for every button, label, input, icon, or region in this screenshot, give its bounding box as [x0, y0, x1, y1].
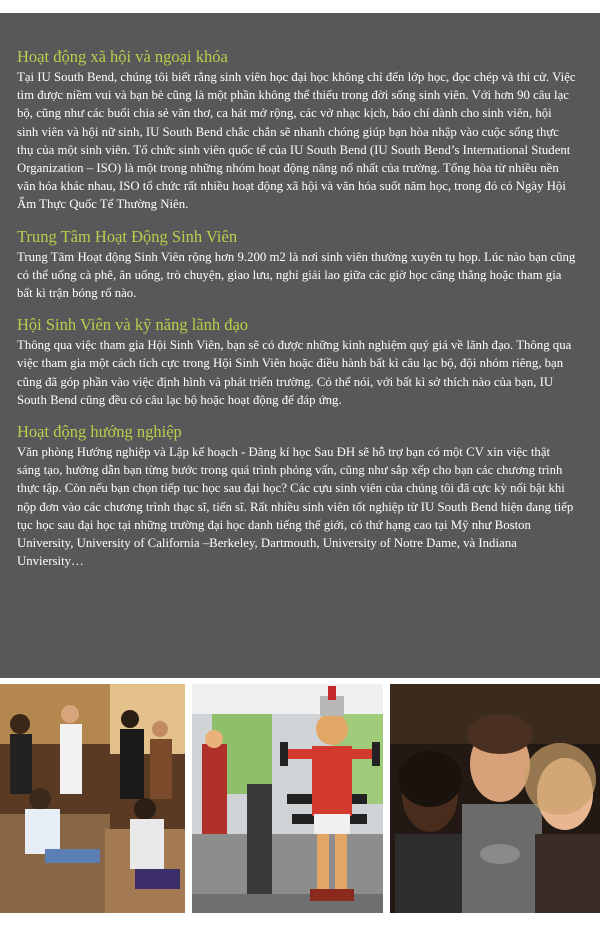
section-heading: Hoạt động xã hội và ngoại khóa [17, 47, 228, 66]
section-student-government [17, 315, 576, 409]
section-heading: Hội Sinh Viên và kỹ năng lãnh đạo [17, 315, 249, 335]
section-career-services [17, 422, 576, 570]
photo-student-lounge [0, 684, 185, 913]
section-social-activities [17, 47, 576, 214]
content-panel [0, 13, 600, 678]
photo-friends-smiling [390, 684, 600, 913]
section-heading: Trung Tâm Hoạt Động Sinh Viên [17, 226, 238, 246]
section-student-center [17, 227, 576, 303]
photo-mascot-gym [192, 684, 383, 913]
section-body: Tại IU South Bend, chúng tôi biết rằng sinh viên học đại học không chỉ đến lớp học, đọc chép và thi cử. Việc tìm được niềm vui và bạn bè cũng là một phần không thể thiếu trong đời sống sinh viên. Với hơn 90 câu lạc bộ, cũng như các buổi chia sẻ văn thơ, ca hát mở rộng, các vở nhạc kịch, báo chí dành cho sinh viên, hội sinh viên và hội nữ sinh, IU South Bend chắc chắn sẽ nhanh chóng giúp bạn hòa nhập vào cuộc sống thực thụ của một sinh viên. Tổ chức sinh viên quốc tế của IU South Bend (IU South Bend’s International Student Organization – ISO) là một trong những nhóm hoạt động năng nổ nhất của trường. Tổng hòa từ nhiều nền văn hóa khác nhau, ISO tổ chức rất nhiều hoạt động xã hội và văn hóa suốt năm học, trong đó có Ngày Hội Ẩm Thực Quốc Tế Thường Niên. [17, 70, 576, 212]
section-heading: Hoạt động hướng nghiệp [17, 422, 182, 442]
photo-strip [0, 684, 600, 913]
section-body: Thông qua việc tham gia Hội Sinh Viên, bạn sẽ có được những kinh nghiệm quý giá về lãnh đạo. Thông qua việc tham gia một cách tích cực trong Hội Sinh Viên hoặc điều hành bất kì câu lạc bộ, đội nhóm riêng, bạn cũng đã góp phần vào việc định hình và phát triển trường. Có thể nói, với bất kì sở thích nào của bạn, IU South Bend cũng đều có câu lạc bộ hoặc hoạt động để đáp ứng. [17, 338, 572, 407]
section-body: Văn phòng Hướng nghiệp và Lập kế hoạch - Đăng kí học Sau ĐH sẽ hỗ trợ bạn có một CV xin việc thật sáng tạo, hướng dẫn bạn từng bước trong quá trình phỏng vấn, cũng như sắp xếp cho bạn các chương trình thực tập. Còn nếu bạn chọn tiếp tục học sau đại học? Các cựu sinh viên của chúng tôi đã cực kỳ nổi bật khi nộp đơn vào các chương trình thạc sĩ, tiến sĩ. Rất nhiều sinh viên tốt nghiệp từ IU South Bend hiện đang tiếp tục học sau đại học tại những trường đại học danh tiếng thế giới, có thứ hạng cao tại Mỹ như Boston University, University of California –Berkeley, Dartmouth, University of Notre Dame, và Indiana Unviersity… [17, 445, 574, 569]
section-body: Trung Tâm Hoạt động Sinh Viên rộng hơn 9.200 m2 là nơi sinh viên thường xuyên tụ họp. Lúc nào bạn cũng có thể uống cà phê, ăn uống, trò chuyện, giao lưu, nghỉ giải lao giữa các giờ học căng thẳng hoặc tham gia bất kì trận bóng rổ nào. [17, 249, 576, 301]
